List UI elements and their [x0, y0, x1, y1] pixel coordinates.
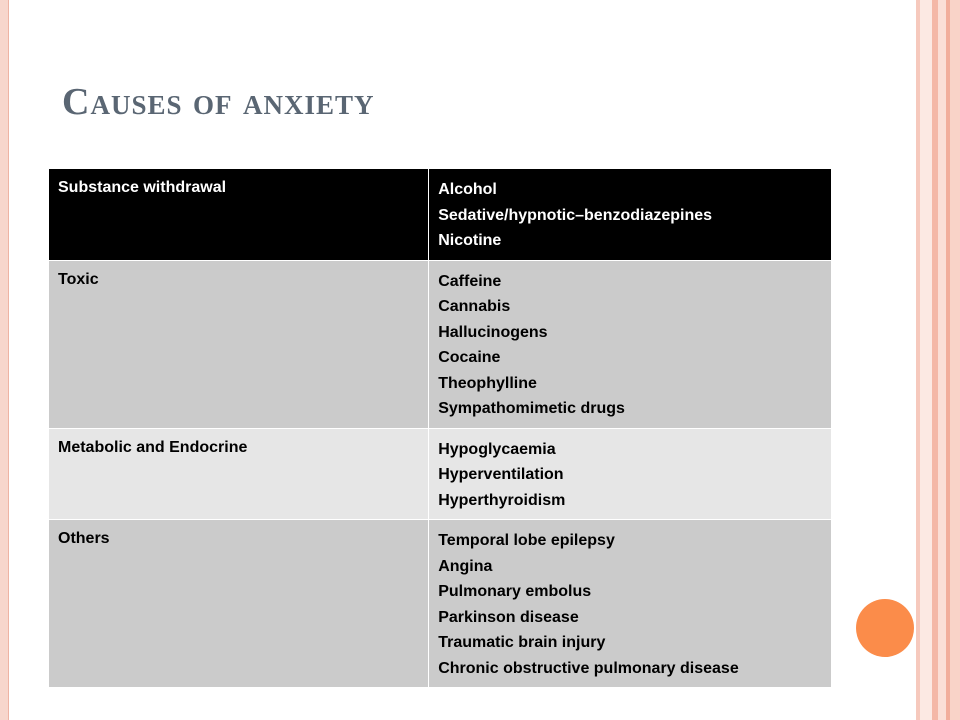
list-item: Nicotine	[438, 232, 502, 249]
list-item: Caffeine	[438, 272, 502, 290]
items-list	[438, 177, 822, 254]
category-label: Metabolic and Endocrine	[58, 438, 248, 456]
causes-table	[48, 168, 832, 688]
accent-circle	[856, 599, 914, 657]
list-item: Hyperventilation	[438, 466, 564, 483]
list-item: Hyperthyroidism	[438, 491, 566, 509]
items-list	[438, 528, 822, 681]
category-cell	[49, 169, 429, 261]
list-item: Angina	[438, 557, 493, 575]
slide-title: Causes of anxiety	[62, 81, 375, 123]
list-item: Cannabis	[438, 298, 511, 315]
items-cell	[429, 169, 832, 261]
border-stripe	[938, 0, 946, 720]
list-item: Cocaine	[438, 349, 501, 366]
items-list	[438, 437, 822, 514]
left-border-decoration	[0, 0, 9, 720]
table-row	[49, 169, 832, 261]
list-item: Temporal lobe epilepsy	[438, 532, 615, 549]
items-list	[438, 269, 822, 422]
table-row	[49, 520, 832, 688]
list-item: Sedative/hypnotic–benzodiazepines	[438, 206, 713, 224]
items-cell	[429, 520, 832, 688]
list-item: Pulmonary embolus	[438, 583, 592, 600]
list-item: Traumatic brain injury	[438, 634, 606, 651]
table-row	[49, 260, 832, 428]
category-label: Others	[58, 530, 110, 547]
items-cell	[429, 260, 832, 428]
list-item: Alcohol	[438, 181, 497, 198]
list-item: Chronic obstructive pulmonary disease	[438, 659, 739, 677]
list-item: Hypoglycaemia	[438, 440, 556, 458]
border-stripe	[920, 0, 932, 720]
category-cell	[49, 428, 429, 520]
list-item: Parkinson disease	[438, 608, 579, 626]
category-cell	[49, 520, 429, 688]
right-border-decoration	[916, 0, 960, 720]
table-row	[49, 428, 832, 520]
list-item: Theophylline	[438, 374, 537, 392]
category-cell	[49, 260, 429, 428]
category-label: Toxic	[58, 270, 99, 288]
list-item: Sympathomimetic drugs	[438, 400, 625, 417]
list-item: Hallucinogens	[438, 323, 548, 341]
category-label: Substance withdrawal	[58, 179, 227, 196]
border-stripe	[950, 0, 960, 720]
items-cell	[429, 428, 832, 520]
